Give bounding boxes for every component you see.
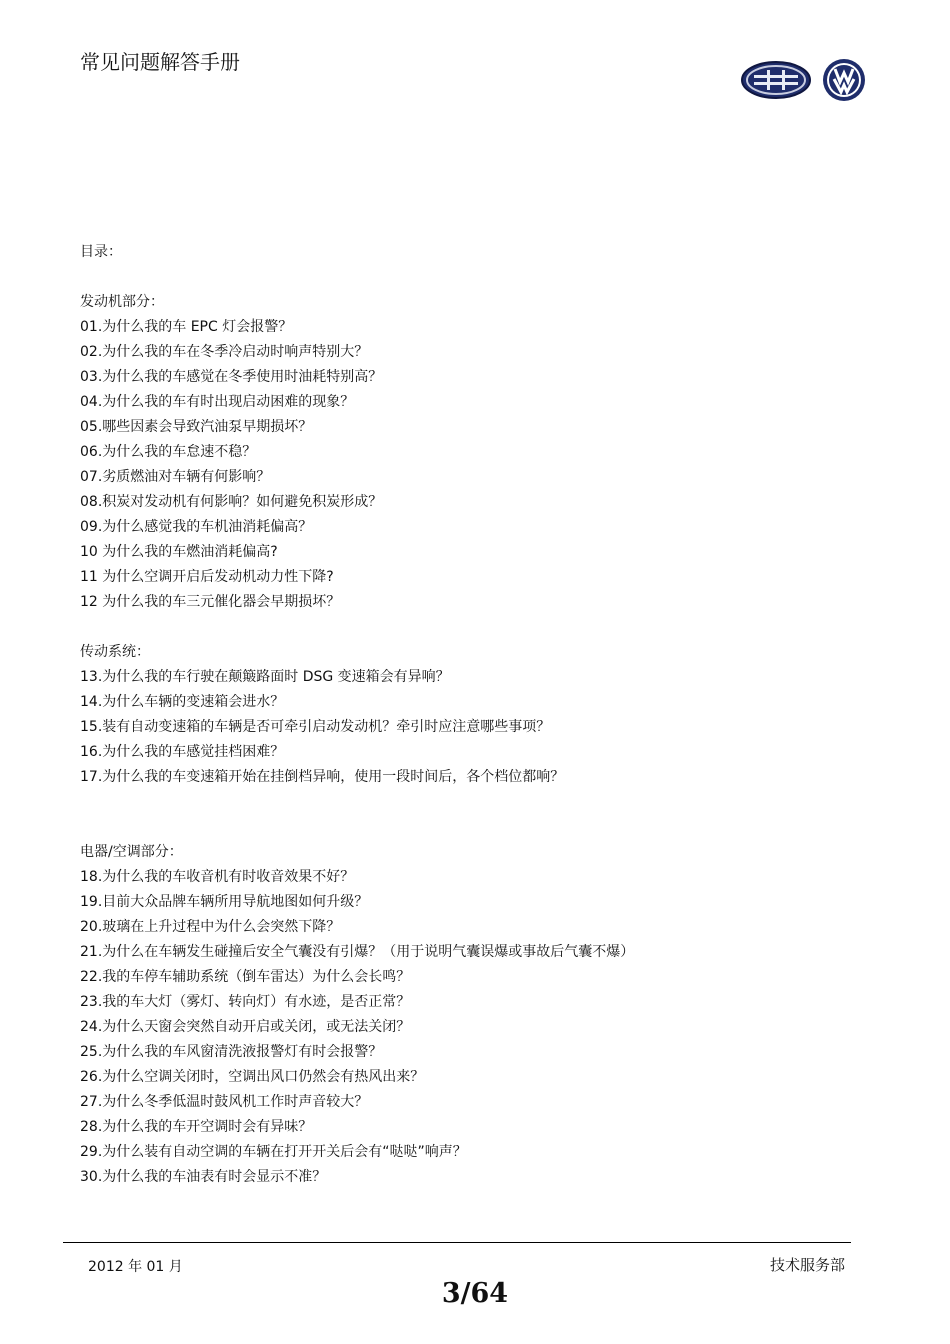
toc-section-transmission [80, 640, 880, 790]
faw-logo-icon [740, 60, 812, 100]
toc-item: 05.哪些因素会导致汽油泵早期损坏？ [80, 419, 313, 435]
toc-item: 29.为什么装有自动空调的车辆在打开开关后会有“哒哒”响声？ [80, 1144, 467, 1160]
toc-item: 02.为什么我的车在冬季冷启动时响声特别大？ [80, 344, 369, 360]
toc-item: 30.为什么我的车油表有时会显示不准？ [80, 1169, 327, 1185]
section-title: 电器/空调部分： [80, 844, 183, 860]
toc-item: 13.为什么我的车行驶在颠簸路面时 DSG 变速箱会有异响？ [80, 669, 450, 685]
toc-section-engine [80, 290, 880, 615]
toc-item: 07.劣质燃油对车辆有何影响？ [80, 469, 271, 485]
toc-item: 12 为什么我的车三元催化器会早期损坏？ [80, 594, 341, 610]
page-number: 3/64 [441, 1278, 509, 1309]
toc-item: 10 为什么我的车燃油消耗偏高? [80, 544, 278, 560]
toc-item: 19.目前大众品牌车辆所用导航地图如何升级？ [80, 894, 369, 910]
document-title: 常见问题解答手册 [80, 50, 240, 74]
toc-item: 04.为什么我的车有时出现启动困难的现象？ [80, 394, 355, 410]
toc-item: 18.为什么我的车收音机有时收音效果不好？ [80, 869, 355, 885]
section-title: 传动系统： [80, 644, 150, 660]
toc-section-electrical-ac [80, 840, 880, 1190]
toc-item: 20.玻璃在上升过程中为什么会突然下降？ [80, 919, 341, 935]
toc-item: 23.我的车大灯（雾灯、转向灯）有水迹，是否正常？ [80, 994, 411, 1010]
toc-item: 16.为什么我的车感觉挂档困难？ [80, 744, 285, 760]
toc-item: 09.为什么感觉我的车机油消耗偏高？ [80, 519, 313, 535]
footer-department: 技术服务部 [769, 1256, 845, 1274]
toc-item: 17.为什么我的车变速箱开始在挂倒档异响，使用一段时间后，各个档位都响？ [80, 769, 565, 785]
toc-item: 06.为什么我的车怠速不稳？ [80, 444, 257, 460]
toc-item: 14.为什么车辆的变速箱会进水？ [80, 694, 285, 710]
toc-item: 26.为什么空调关闭时，空调出风口仍然会有热风出来？ [80, 1069, 425, 1085]
toc-item: 27.为什么冬季低温时鼓风机工作时声音较大？ [80, 1094, 369, 1110]
toc-item: 15.装有自动变速箱的车辆是否可牵引启动发动机？牵引时应注意哪些事项？ [80, 719, 551, 735]
toc-item: 22.我的车停车辅助系统（倒车雷达）为什么会长鸣？ [80, 969, 411, 985]
section-title: 发动机部分： [80, 294, 164, 310]
toc-item: 21.为什么在车辆发生碰撞后安全气囊没有引爆？（用于说明气囊误爆或事故后气囊不爆） [80, 944, 635, 960]
footer-divider [63, 1242, 851, 1243]
toc-item: 28.为什么我的车开空调时会有异味？ [80, 1119, 313, 1135]
table-of-contents [80, 240, 880, 1190]
vw-logo-icon [822, 58, 866, 102]
toc-item: 01.为什么我的车 EPC 灯会报警？ [80, 319, 293, 335]
toc-item: 24.为什么天窗会突然自动开启或关闭，或无法关闭？ [80, 1019, 411, 1035]
toc-item: 08.积炭对发动机有何影响？如何避免积炭形成？ [80, 494, 383, 510]
toc-item: 03.为什么我的车感觉在冬季使用时油耗特别高？ [80, 369, 383, 385]
toc-heading: 目录： [80, 244, 122, 260]
toc-item: 11 为什么空调开启后发动机动力性下降? [80, 569, 334, 585]
footer-date: 2012 年 01 月 [88, 1259, 183, 1275]
toc-item: 25.为什么我的车风窗清洗液报警灯有时会报警？ [80, 1044, 383, 1060]
brand-logos [740, 58, 866, 102]
